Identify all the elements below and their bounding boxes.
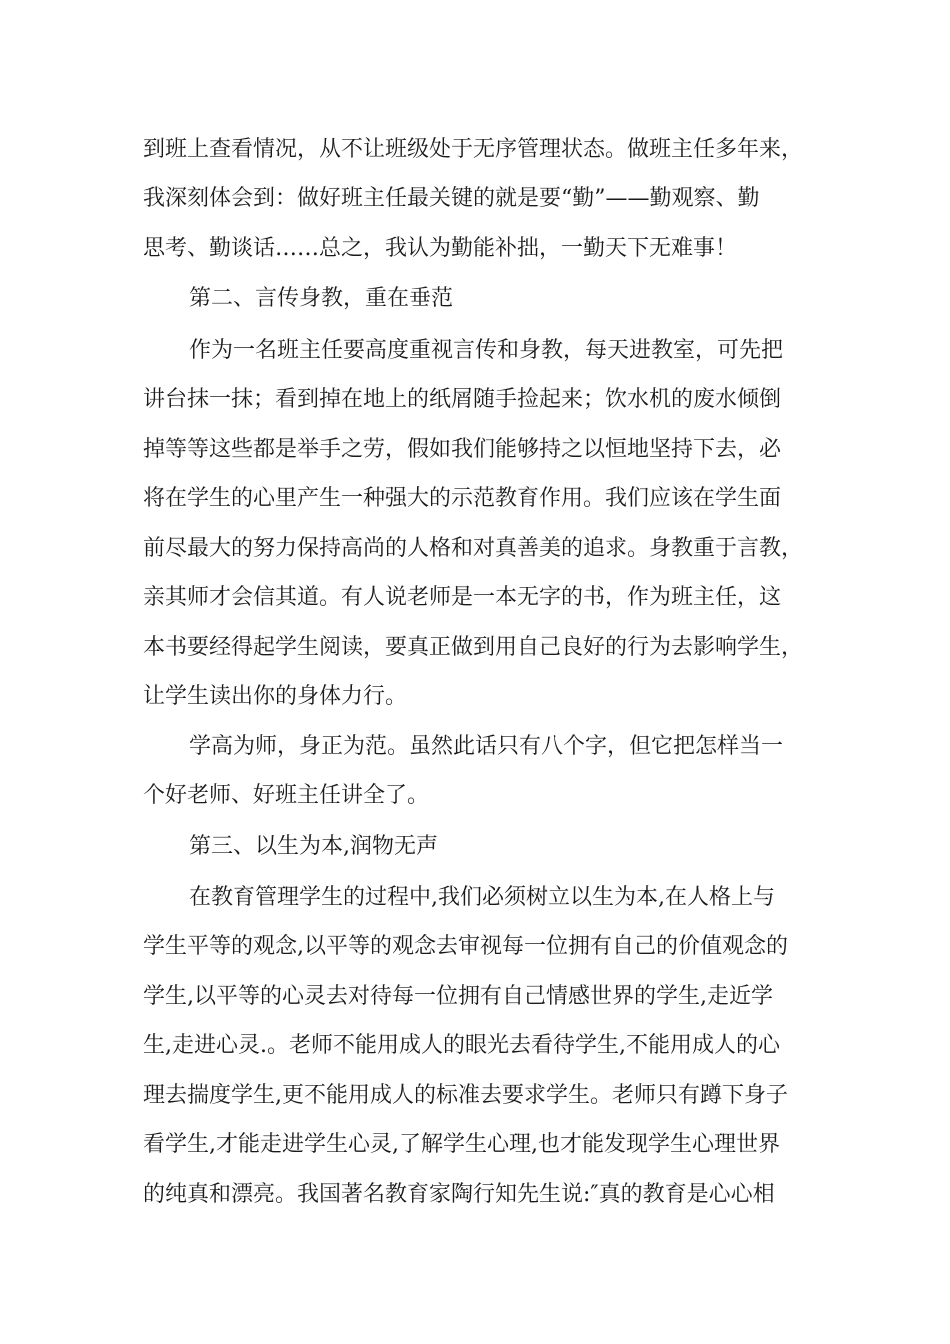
text-line: 到班上查看情况，从不让班级处于无序管理状态。做班主任多年来，: [143, 137, 804, 162]
text-line: 学生平等的观念,以平等的观念去审视每一位拥有自己的价值观念的: [143, 934, 788, 959]
text-line: 讲台抹一抹；看到掉在地上的纸屑随手捡起来；饮水机的废水倾倒: [143, 387, 782, 412]
section-heading: 第二、言传身教，重在垂范: [189, 286, 454, 311]
text-line: 个好老师、好班主任讲全了。: [143, 783, 430, 808]
text-line: 亲其师才会信其道。有人说老师是一本无字的书，作为班主任，这: [143, 585, 782, 610]
text-line: 理去揣度学生,更不能用成人的标准去要求学生。老师只有蹲下身子: [143, 1083, 788, 1108]
text-line: 生,走进心灵.。老师不能用成人的眼光去看待学生,不能用成人的心: [143, 1033, 780, 1058]
text-line: 掉等等这些都是举手之劳，假如我们能够持之以恒地坚持下去，必: [143, 437, 782, 462]
text-line: 看学生,才能走进学生心灵,了解学生心理,也才能发现学生心理世界: [143, 1132, 780, 1157]
text-line: 思考、勤谈话……总之，我认为勤能补拙，一勤天下无难事！: [143, 236, 738, 261]
text-line: 本书要经得起学生阅读，要真正做到用自己良好的行为去影响学生，: [143, 635, 804, 660]
text-line: 我深刻体会到：做好班主任最关键的就是要“勤”——勤观察、勤: [143, 186, 760, 211]
text-line: 的纯真和漂亮。我国著名教育家陶行知先生说:″真的教育是心心相: [143, 1182, 775, 1207]
text-line: 将在学生的心里产生一种强大的示范教育作用。我们应该在学生面: [143, 486, 782, 511]
text-line: 前尽最大的努力保持高尚的人格和对真善美的追求。身教重于言教，: [143, 536, 804, 561]
text-line: 学生,以平等的心灵去对待每一位拥有自己情感世界的学生,走近学: [143, 984, 773, 1009]
text-line: 学高为师，身正为范。虽然此话只有八个字，但它把怎样当一: [189, 734, 784, 759]
text-line: 让学生读出你的身体力行。: [143, 684, 408, 709]
text-line: 作为一名班主任要高度重视言传和身教，每天进教室，可先把: [189, 338, 784, 363]
section-heading: 第三、以生为本,润物无声: [189, 834, 438, 859]
text-line: 在教育管理学生的过程中,我们必须树立以生为本,在人格上与: [189, 885, 775, 910]
